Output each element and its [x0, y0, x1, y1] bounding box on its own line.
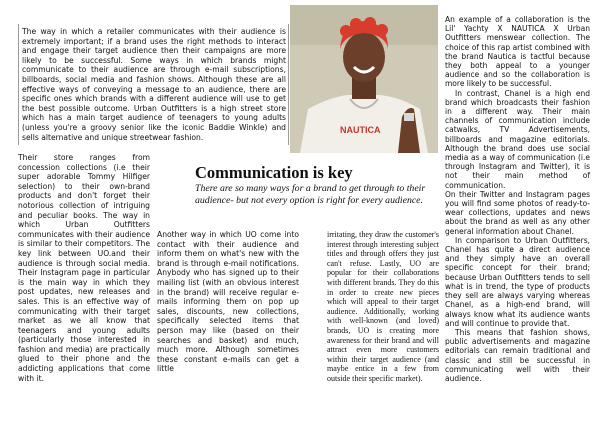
serif-column-text: irritating, they draw the customer's interest through interesting subject titles and through offers they just can't refuse. Lastly, UO are popular for their collaborations with different brands. They do this in order to create new pieces which will appeal to their target audience. Additionally, working with well-known (and loved) brands, UO is creating more awareness for their brand and will attract even more customers within their target audience (and maybe entice in a few from outside their specific market).	[327, 230, 439, 383]
headline	[195, 163, 441, 207]
rapper-photo-illustration	[290, 5, 438, 153]
article-photo	[290, 5, 438, 153]
intro-paragraph	[18, 24, 289, 145]
intro-text: The way in which a retailer communicates with their audience is extremely important; if a brand uses the right methods to interact and engage their target audience then their campaigns are more likely to be successful. Some ways in which brands might communicate to their audience are through e-mail subscriptions, billboards, social media and fashion shows. Although these are all effective ways of conveying a message to an audience, there are specific ones which brands with a different audience will use to get the best possible outcome. Urban Outfitters is a high street store which has a main target audience of teenagers to young adults (unless you're a groovy senior like the iconic Baddie Winkle) and sells alternative and unique streetwear fashion.	[22, 27, 286, 142]
right-column-paragraph: On their Twitter and Instagram pages you will find some photos of ready-to-wear collections, updates and news about the brand as well as any other general information about Chanel.	[445, 189, 590, 236]
left-column-text: Their store ranges from concession collections (i.e their super adorable Tommy Hilfiger selection) to their own-brand products and don't forget their notorious collection of intriguing and peculiar books. The way in which Urban Outfitters communicates with their audience is similar to their competitors. The key link between UO.and their audience is through social media. Their Instagram page in particular is the main way in which they post updates, new releases and sales. This is an effective way of communicating with their target market as we all know that teenagers and young adults (particularly those interested in fashion and media) are practically glued to their phone and the addicting applications that come with it.	[18, 153, 150, 383]
middle-column-text: Another way in which UO come into contact with their audience and inform them on what's new with the brand is through e-mail notifications. Anybody who has signed up to their mailing list (with an obvious interest in the brand) will receive regular e-mails informing them on pop up sales, discounts, new collections, specifically selected items that person may like (based on their searches and basket) and much, much more. Although sometimes these constant e-mails can get a little	[157, 230, 299, 374]
serif-column	[327, 230, 439, 384]
headline-title: Communication is key	[195, 163, 353, 182]
right-column-paragraph: An example of a collaboration is the Lil' Yachty X NAUTICA X Urban Outfitters menswear collection. The choice of this rap artist combined with the brand Nautica is tactful because they both appeal to a younger audience and so the collaboration is more likely to be successful.	[445, 15, 590, 89]
right-column-paragraph: In comparison to Urban Outfitters, Chanel has quite a direct audience and they simply have an overall specific concept for their brand; because Urban Outfitters tends to sell what is in trend, the type of products they sell are always varying whereas Chanel, as a high-end brand, will always know what its audience wants and will continue to provide that.	[445, 235, 590, 328]
right-column-paragraph: In contrast, Chanel is a high end brand which broadcasts their fashion in a different way. Their main channels of communication include catwalks, TV Advertisements, billboards and magazine editorials. Although the brand does use social media as a way of communication (i.e through Instagram and Twitter), it is not their main method of communication.	[445, 88, 590, 190]
right-column-paragraph: This means that fashion shows, public advertisements and magazine editorials can remain traditional and classic and still be successful in communicating well with their audience.	[445, 327, 590, 383]
left-column	[18, 153, 150, 383]
right-column	[445, 15, 590, 383]
headline-subtitle: There are so many ways for a brand to get through to their audience- but not every option is right for every audience.	[195, 183, 426, 206]
shirt-text: NAUTICA	[340, 125, 381, 135]
middle-column	[157, 230, 299, 374]
